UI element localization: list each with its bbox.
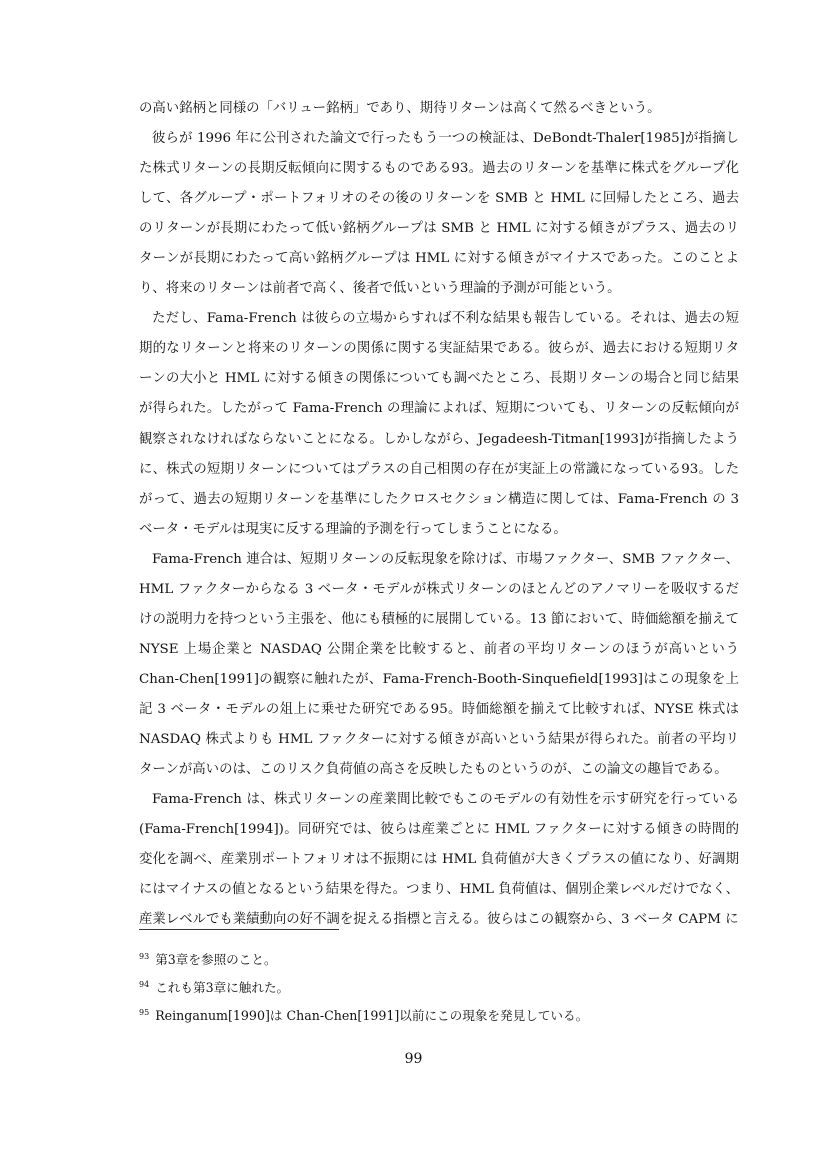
footnote-number: 94 (139, 980, 150, 990)
paragraph-3: ただし、Fama-French は彼らの立場からすれば不利な結果も報告している。それは、過去の短期的なリターンと将来のリターンの関係に関する実証結果である。彼らが、過去における短期リターンの大小と HML に対する傾きの関係についても調べたところ、長期リターンの場合と同じ結果が得られた。したがって Fama-French の理論によれば、短期についても、リターンの反転傾向が観察されなければならないことになる。しかしながら、Jegadeesh-Titman[1993]が指摘したように、株式の短期リターンについてはプラスの自己相関の存在が実証上の常識になっている93。したがって、過去の短期リターンを基準にしたクロスセクション構造に関しては、Fama-French の 3 ベータ・モデルは現実に反する理論的予測を行ってしまうことになる。 (139, 311, 739, 537)
footnote-divider (139, 929, 339, 930)
paragraph-1: の高い銘柄と同様の「バリュー銘柄」であり、期待リターンは高くて然るべきという。 (139, 101, 661, 116)
footnote-number: 93 (139, 952, 150, 961)
footnote-number: 95 (139, 1008, 150, 1018)
paragraph-5: Fama-French は、株式リターンの産業間比較でもこのモデルの有効性を示す研究を行っている(Fama-French[1994])。同研究では、彼らは産業ごとに HML ファクターに対する傾きの時間的変化を調べ、産業別ポートフォリオは不振期には HML 負荷値が大きくプラスの値になり、好調期にはマイナスの値となるという結果を得た。つまり、HML 負荷値は、個別企業レベルだけでなく、産業レベルでも業績動向の好不調を捉える指標と言える。彼らはこの観察から、3 ベータ CAPM に (139, 792, 739, 928)
footnote-text: これも第3章に触れた。 (155, 980, 290, 996)
paragraph-4: Fama-French 連合は、短期リターンの反転現象を除けば、市場ファクター、SMB ファクター、HML ファクターからなる 3 ベータ・モデルが株式リターンのほとんどのアノマリーを吸収するだけの説明力を持つという主張を、他にも積極的に展開している。13 節において、時価総額を揃えて NYSE 上場企業と NASDAQ 公開企業を比較すると、前者の平均リターンのほうが高いという Chan-Chen[1991]の観察に触れたが、Fama-French-Booth-Sinquefield[1993]はこの現象を上記 3 ベータ・モデルの俎上に乗せた研究である95。時価総額を揃えて比較すれば、NYSE 株式は NASDAQ 株式よりも HML ファクターに対する傾きが高いという結果が得られた。前者の平均リターンが高いのは、このリスク負荷値の高さを反映したものというのが、この論文の趣旨である。 (139, 551, 739, 778)
paragraph-2: 彼らが 1996 年に公刊された論文で行ったもう一つの検証は、DeBondt-Thaler[1985]が指摘した株式リターンの長期反転傾向に関するものである93。過去のリターンを基準に株式をグループ化して、各グループ・ポートフォリオのその後のリターンを SMB と HML に回帰したところ、過去のリターンが長期にわたって低い銘柄グループは SMB と HML に対する傾きがプラス、過去のリターンが長期にわたって高い銘柄グループは HML に対する傾きがマイナスであった。このことより、将来のリターンは前者で高く、後者で低いという理論的予測が可能という。 (139, 131, 739, 297)
footnotes (139, 944, 739, 1029)
footnote-94 (139, 972, 739, 1000)
footnote-95 (139, 1000, 739, 1028)
body-text (139, 94, 739, 935)
footnote-text: Reinganum[1990]は Chan-Chen[1991]以前にこの現象を発見している。 (155, 1008, 589, 1024)
footnote-text: 第3章を参照のこと。 (155, 952, 277, 968)
page-number: 99 (404, 1051, 423, 1067)
footnote-93 (139, 944, 739, 972)
